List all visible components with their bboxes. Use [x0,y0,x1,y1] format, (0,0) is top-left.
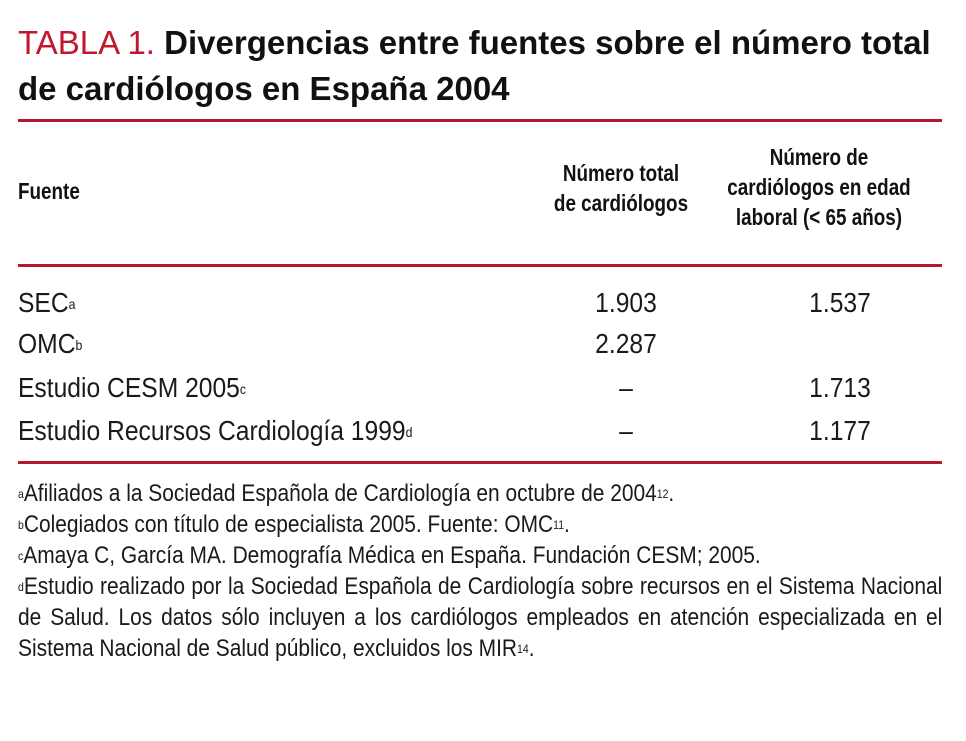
row-source: Estudio Recursos Cardiología 1999$^d$ [18,415,413,446]
row-working: 1.713 [809,372,871,403]
table-row [18,323,942,365]
row-total: 1.903 [595,287,657,318]
row-source: OMC$^b$ [18,328,83,359]
row-total: – [619,372,633,403]
footnote-d: $^d$Estudio realizado por la Sociedad Española de Cardiología sobre recursos en el Sistema Nacional de Salud. Los datos sólo incluyen a los cardiólogos empleados en atención especializada en el Sistema Nacional de Salud público, excluidos los MIR$^{14}$. [18,573,943,662]
header-total-line2: de cardiólogos [553,190,689,216]
header-working-age [708,142,929,232]
header-rule [18,264,942,267]
table-row [18,282,942,324]
table-title [18,20,948,112]
top-rule [18,119,942,122]
header-total [527,158,716,218]
row-source: Estudio CESM 2005$^c$ [18,372,247,403]
table-row [18,367,942,409]
row-source: SEC$^a$ [18,287,76,318]
table-caption: Divergencias entre fuentes sobre el número total de cardiólogos en España 2004 [18,24,931,107]
footnote-a: $^a$Afiliados a la Sociedad Española de Cardiología en octubre de 2004$^{12}$. [18,480,675,507]
header-working-line3: laboral (< 65 años) [735,204,903,230]
header-source: Fuente [18,178,80,204]
footnotes [18,478,942,664]
footnote-c: $^c$Amaya C, García MA. Demografía Médica en España. Fundación CESM; 2005. [18,542,761,569]
row-working: 1.177 [809,415,871,446]
table-row [18,410,942,452]
header-working-line2: cardiólogos en edad [727,174,911,200]
row-total: – [619,415,633,446]
table-header [18,138,942,258]
header-total-line1: Número total [562,160,680,186]
header-working-line1: Número de [769,144,869,170]
footnote-b: $^b$Colegiados con título de especialista 2005. Fuente: OMC$^{11}$. [18,511,570,538]
row-working: 1.537 [809,287,871,318]
table-label: TABLA 1. [18,24,155,61]
row-total: 2.287 [595,328,657,359]
bottom-rule [18,461,942,464]
